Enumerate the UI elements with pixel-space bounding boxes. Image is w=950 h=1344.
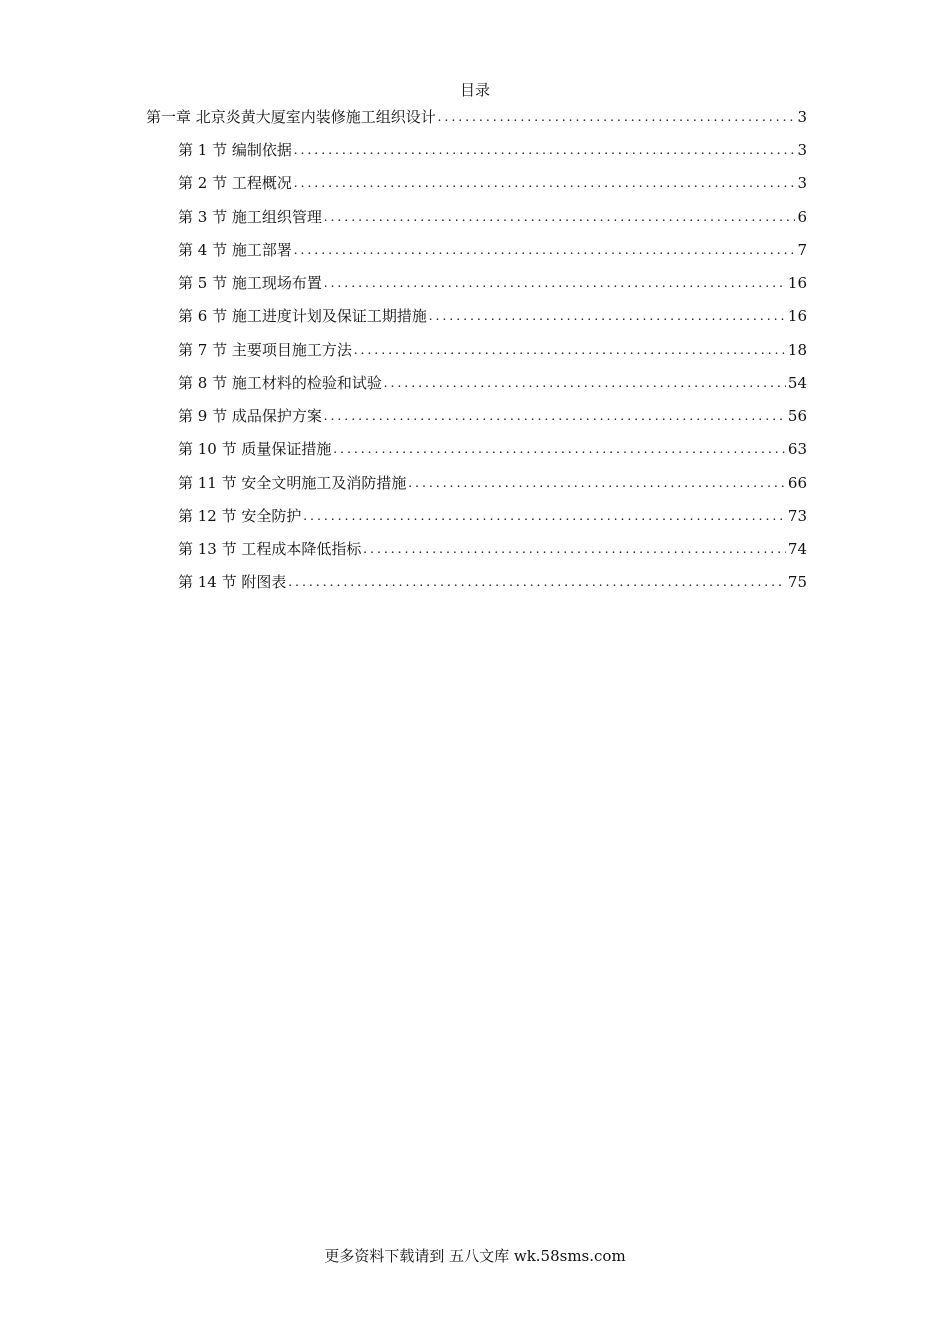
toc-dot-leader	[363, 539, 786, 561]
toc-dot-leader	[429, 306, 786, 328]
toc-dot-leader	[324, 273, 786, 295]
toc-entry[interactable]	[178, 305, 807, 327]
toc-entry-page: 3	[797, 141, 807, 159]
toc-entry[interactable]	[178, 272, 807, 294]
toc-dot-leader	[294, 240, 796, 262]
toc-entry-page: 56	[787, 407, 807, 425]
toc-entry[interactable]	[146, 106, 807, 128]
toc-entry[interactable]	[178, 438, 807, 460]
toc-entry[interactable]	[178, 139, 807, 161]
toc-entry[interactable]	[178, 505, 807, 527]
toc-entry-label: 第一章 北京炎黄大厦室内装修施工组织设计	[146, 108, 436, 126]
toc-entry-page: 16	[787, 307, 807, 325]
toc-entry-label: 第 14 节 附图表	[178, 573, 287, 591]
toc-title: 目录	[459, 81, 490, 99]
toc-entry-page: 54	[787, 374, 807, 392]
toc-entry[interactable]	[178, 172, 807, 194]
toc-entry-page: 74	[787, 540, 807, 558]
toc-entry-page: 7	[797, 241, 807, 259]
toc-entry-page: 3	[797, 174, 807, 192]
toc-entry-label: 第 12 节 安全防护	[178, 507, 302, 525]
toc-entry-page: 75	[787, 573, 807, 591]
toc-entry-label: 第 10 节 质量保证措施	[178, 440, 332, 458]
toc-entry-page: 18	[787, 341, 807, 359]
toc-dot-leader	[288, 572, 786, 594]
toc-entry-label: 第 4 节 施工部署	[178, 241, 292, 259]
toc-entry-page: 3	[797, 108, 807, 126]
toc-dot-leader	[438, 107, 796, 129]
toc-entry-label: 第 13 节 工程成本降低指标	[178, 540, 362, 558]
toc-entry-label: 第 9 节 成品保护方案	[178, 407, 322, 425]
toc-entry[interactable]	[178, 239, 807, 261]
toc-dot-leader	[324, 207, 796, 229]
toc-entry-page: 63	[787, 440, 807, 458]
toc-entry[interactable]	[178, 405, 807, 427]
toc-entry-page: 6	[797, 208, 807, 226]
toc-dot-leader	[354, 340, 786, 362]
toc-entry[interactable]	[178, 538, 807, 560]
toc-entry[interactable]	[178, 472, 807, 494]
toc-entry[interactable]	[178, 372, 807, 394]
toc-dot-leader	[384, 373, 786, 395]
toc-entry[interactable]	[178, 206, 807, 228]
toc-entry-label: 第 11 节 安全文明施工及消防措施	[178, 474, 407, 492]
toc-dot-leader	[333, 439, 786, 461]
toc-entry-page: 73	[787, 507, 807, 525]
toc-dot-leader	[324, 406, 786, 428]
toc-entry-label: 第 2 节 工程概况	[178, 174, 292, 192]
toc-entry[interactable]	[178, 571, 807, 593]
toc-entry-label: 第 7 节 主要项目施工方法	[178, 341, 352, 359]
toc-entry[interactable]	[178, 339, 807, 361]
toc-entry-label: 第 5 节 施工现场布置	[178, 274, 322, 292]
toc-entry-label: 第 6 节 施工进度计划及保证工期措施	[178, 307, 427, 325]
footer-download-note: 更多资料下载请到 五八文库 wk.58sms.com	[324, 1247, 626, 1265]
toc-dot-leader	[294, 173, 796, 195]
toc-entry-label: 第 3 节 施工组织管理	[178, 208, 322, 226]
toc-entry-label: 第 8 节 施工材料的检验和试验	[178, 374, 382, 392]
toc-dot-leader	[408, 473, 786, 495]
toc-entry-page: 16	[787, 274, 807, 292]
toc-entry-label: 第 1 节 编制依据	[178, 141, 292, 159]
toc-dot-leader	[294, 140, 796, 162]
toc-dot-leader	[303, 506, 786, 528]
toc-entry-page: 66	[787, 474, 807, 492]
